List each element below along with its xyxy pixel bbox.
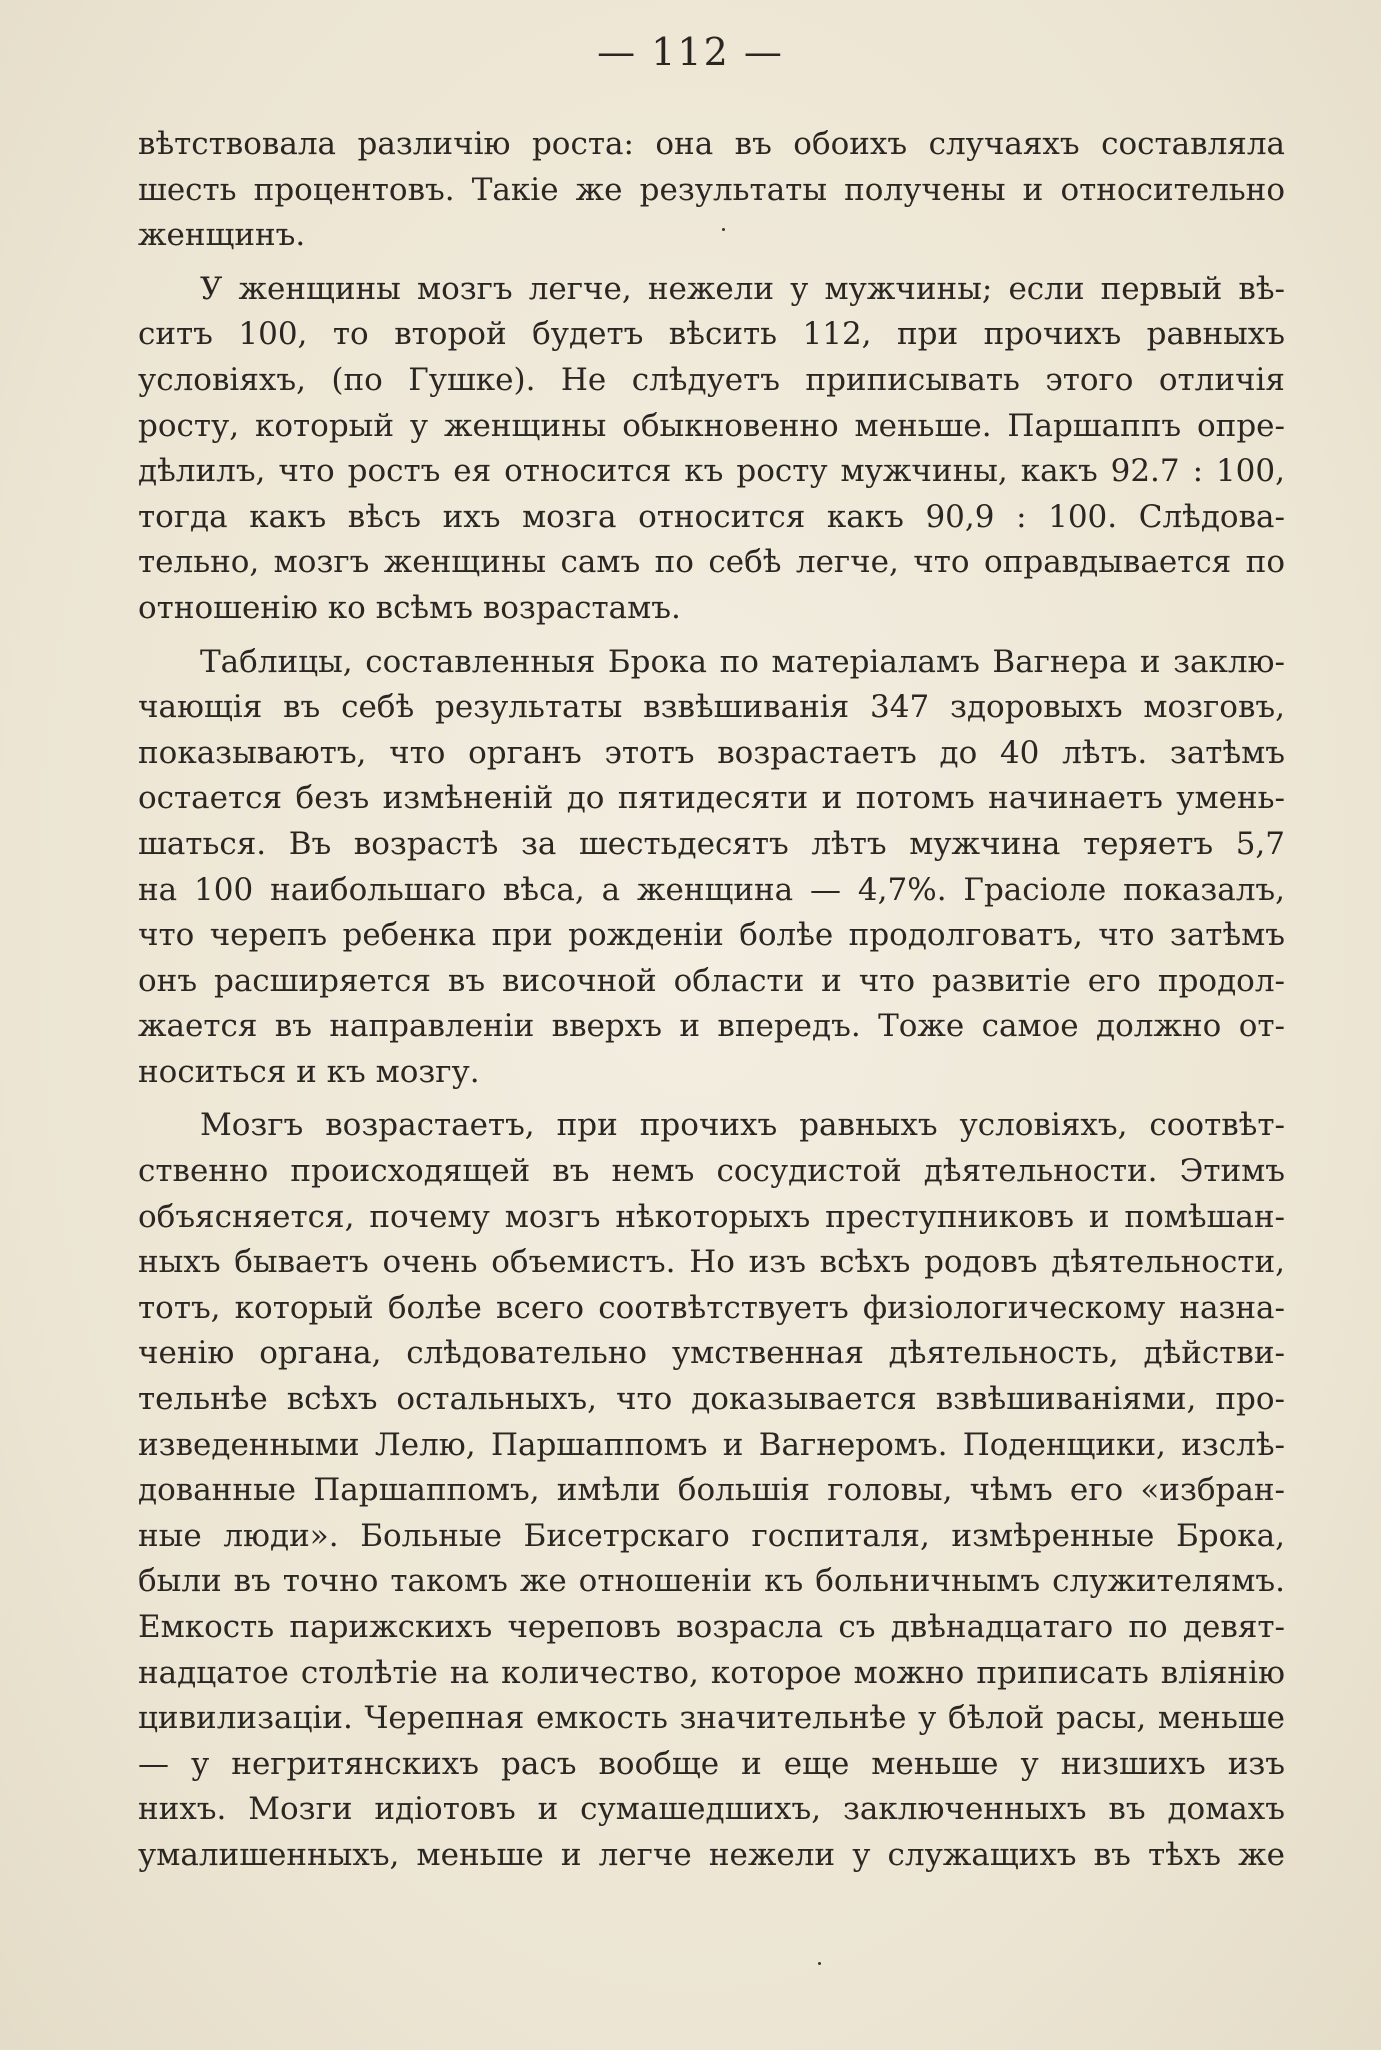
- text-line: тельно, мозгъ женщины самъ по себѣ легче, что оправдывается по: [138, 544, 1285, 581]
- body-text: [138, 122, 1285, 1879]
- text-line: Емкость парижскихъ череповъ возрасла съ двѣнадцатаго по девят-: [138, 1609, 1285, 1645]
- text-line: онъ расширяется въ височной области и что развитіе его продол-: [138, 962, 1285, 999]
- text-line: шесть процентовъ. Такіе же результаты получены и относительно: [138, 171, 1285, 208]
- text-line: на 100 наибольшаго вѣса, а женщина — 4,7%. Грасіоле показалъ,: [138, 871, 1285, 908]
- text-line: показываютъ, что органъ этотъ возрастаетъ до 40 лѣтъ. затѣмъ: [138, 734, 1285, 771]
- text-line: вѣтствовала различію роста: она въ обоихъ случаяхъ составляла: [138, 126, 1285, 162]
- text-line: тельнѣе всѣхъ остальныхъ, что доказывается взвѣшиваніями, про-: [138, 1381, 1285, 1418]
- page-number: — 112 —: [597, 30, 784, 74]
- text-line: что черепъ ребенка при рожденіи болѣе продолговатъ, что затѣмъ: [138, 917, 1285, 954]
- text-line: Мозгъ возрастаетъ, при прочихъ равныхъ условіяхъ, соотвѣт-: [200, 1107, 1285, 1144]
- text-line: Таблицы, составленныя Брока по матеріаламъ Вагнера и заклю-: [200, 643, 1285, 680]
- text-line: изведенными Лелю, Паршаппомъ и Вагнеромъ. Поденщики, изслѣ-: [138, 1426, 1285, 1463]
- text-line: надцатое столѣтіе на количество, которое можно приписать вліянію: [138, 1654, 1285, 1691]
- text-line: росту, который у женщины обыкновенно меньше. Паршаппъ опре-: [138, 407, 1285, 444]
- text-line: нихъ. Мозги идіотовъ и сумашедшихъ, заключенныхъ въ домахъ: [138, 1791, 1285, 1828]
- text-line: ные люди». Больные Бисетрскаго госпиталя, измѣренные Брока,: [138, 1517, 1285, 1554]
- text-line: цивилизаціи. Черепная емкость значительнѣе у бѣлой расы, меньше: [138, 1700, 1285, 1737]
- text-line: дованные Паршаппомъ, имѣли большія головы, чѣмъ его «избран-: [138, 1472, 1285, 1509]
- text-line: отношенію ко всѣмъ возрастамъ.: [138, 589, 681, 626]
- text-line: жается въ направленіи вверхъ и впередъ. Тоже самое должно от-: [138, 1008, 1285, 1045]
- text-line: тогда какъ вѣсъ ихъ мозга относится какъ 90,9 : 100. Слѣдова-: [138, 498, 1285, 535]
- text-line: ситъ 100, то второй будетъ вѣсить 112, при прочихъ равныхъ: [138, 316, 1285, 353]
- text-line: были въ точно такомъ же отношеніи къ больничнымъ служителямъ.: [138, 1563, 1285, 1600]
- text-line: умалишенныхъ, меньше и легче нежели у служащихъ въ тѣхъ же: [138, 1836, 1285, 1873]
- text-line: ныхъ бываетъ очень объемистъ. Но изъ всѣхъ родовъ дѣятельности,: [138, 1244, 1285, 1281]
- ink-speck: [722, 228, 725, 231]
- text-line: условіяхъ, (по Гушке). Не слѣдуетъ приписывать этого отличія: [138, 361, 1285, 398]
- text-line: носиться и къ мозгу.: [138, 1053, 480, 1090]
- text-line: дѣлилъ, что ростъ ея относится къ росту мужчины, какъ 92.7 : 100,: [138, 453, 1285, 490]
- text-line: — у негритянскихъ расъ вообще и еще меньше у низшихъ изъ: [138, 1745, 1285, 1782]
- text-line: женщинъ.: [138, 217, 306, 254]
- text-line: У женщины мозгъ легче, нежели у мужчины; если первый вѣ-: [200, 270, 1285, 307]
- text-line: остается безъ измѣненій до пятидесяти и потомъ начинаетъ умень-: [138, 780, 1285, 817]
- text-line: ственно происходящей въ немъ сосудистой дѣятельности. Этимъ: [138, 1153, 1285, 1190]
- text-line: ченію органа, слѣдовательно умственная дѣятельность, дѣйстви-: [138, 1335, 1285, 1372]
- ink-speck: [818, 1962, 821, 1965]
- text-line: тотъ, который болѣе всего соотвѣтствуетъ физіологическому назна-: [138, 1289, 1285, 1326]
- text-line: чающія въ себѣ результаты взвѣшиванія 347 здоровыхъ мозговъ,: [138, 689, 1285, 726]
- text-line: шаться. Въ возрастѣ за шестьдесятъ лѣтъ мужчина теряетъ 5,7: [138, 825, 1285, 862]
- text-line: объясняется, почему мозгъ нѣкоторыхъ преступниковъ и помѣшан-: [138, 1198, 1285, 1235]
